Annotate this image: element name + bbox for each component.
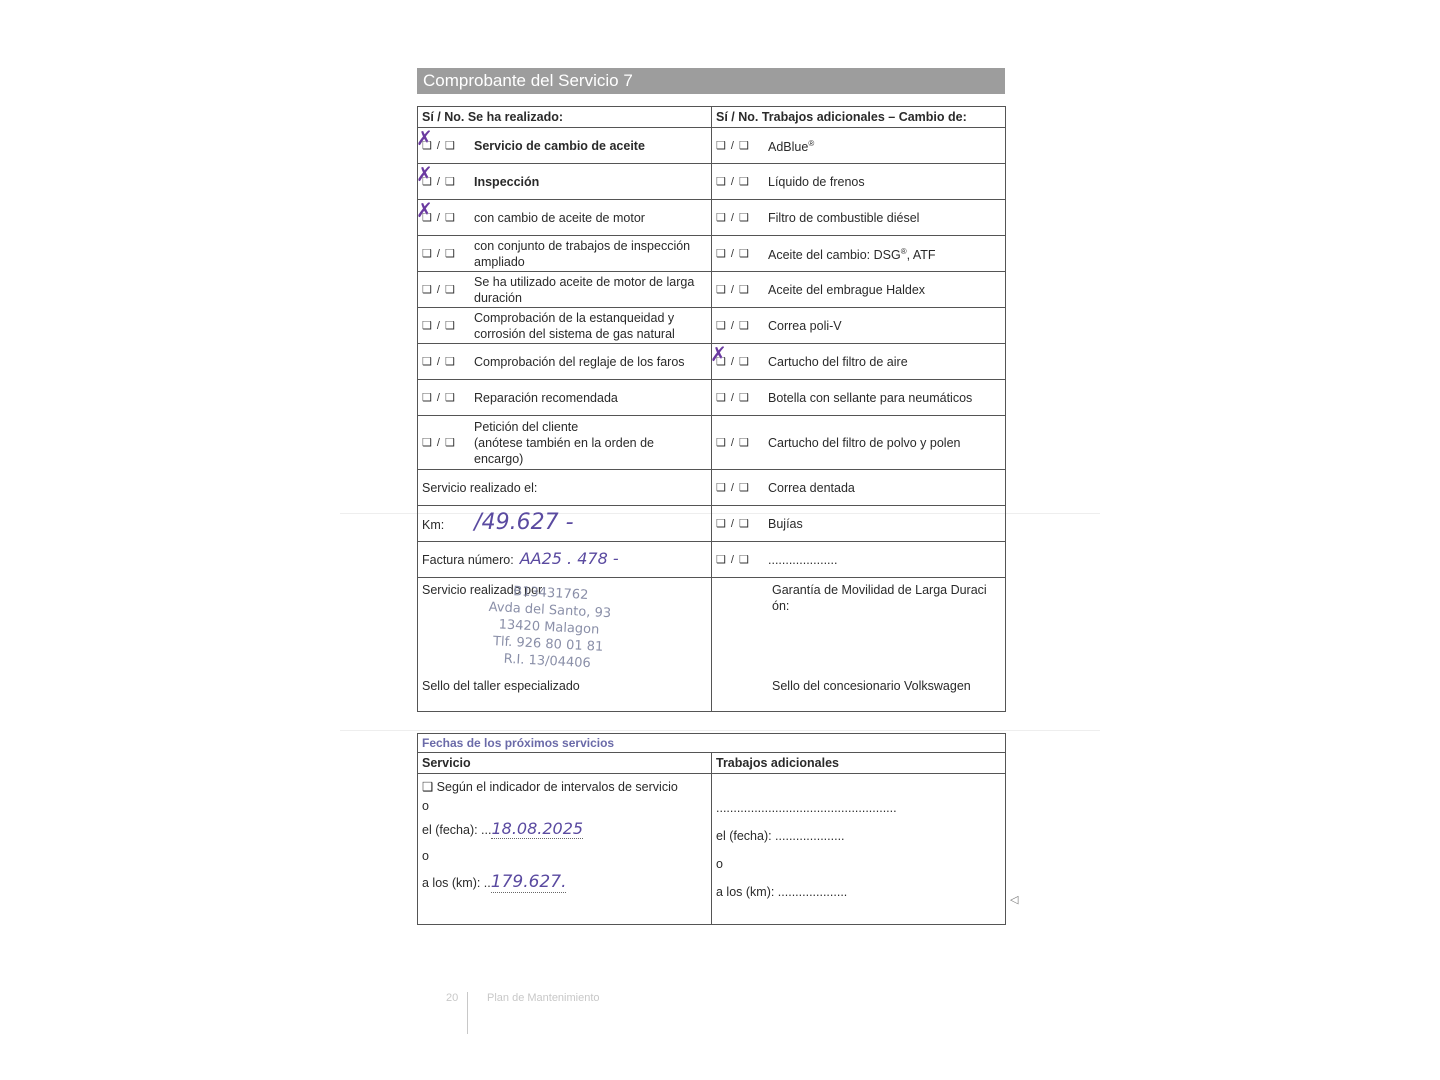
extra-date[interactable]: el (fecha): .................... [716, 829, 845, 843]
dealer-seal-label: Sello del concesionario Volkswagen [772, 679, 971, 693]
table-row [418, 272, 1006, 308]
yes-no-checkbox[interactable]: ❑ / ❑ [716, 481, 750, 494]
left-item-label: Se ha utilizado aceite de motor de larga duración [474, 274, 695, 305]
right-item [712, 542, 1006, 578]
date-line [422, 816, 707, 843]
stamp-line: Avda del Santo, 93 [488, 599, 612, 622]
km-line [422, 869, 707, 896]
next-service-cell [418, 774, 712, 925]
right-item-text: Correa poli-V [768, 318, 842, 333]
right-item-label [768, 210, 1000, 226]
table-row [418, 380, 1006, 416]
right-item-text: Aceite del cambio: DSG [768, 248, 901, 263]
yes-no-checkbox[interactable]: ❑ / ❑ [716, 355, 750, 368]
right-item [712, 308, 1006, 344]
right-item-text: .................... [768, 552, 838, 567]
left-item-label: Comprobación del reglaje de los faros [474, 354, 685, 369]
left-item-label: Reparación recomendada [474, 390, 618, 405]
check-tick-icon: ✗ [416, 198, 433, 222]
yes-no-checkbox[interactable]: ❑ / ❑ [716, 139, 750, 152]
footer-text: Plan de Mantenimiento [487, 992, 600, 1004]
right-item-text: Botella con sellante para neumáticos [768, 390, 973, 405]
done-by-label: Servicio realizado por: [422, 583, 546, 597]
right-item [712, 506, 1006, 542]
table-row [418, 506, 1006, 542]
left-item [418, 380, 712, 416]
guarantee-label: Garantía de Movilidad de Larga Duraci ón: [772, 583, 987, 613]
left-item-label: con conjunto de trabajos de inspección ampliado [474, 238, 691, 269]
left-item [418, 344, 712, 380]
left-item-label: Petición del cliente (anótese también en la orden de encargo) [474, 419, 654, 466]
yes-no-checkbox[interactable]: ❑ / ❑ [422, 436, 456, 449]
yes-no-checkbox[interactable]: ❑ / ❑ [422, 391, 456, 404]
yes-no-checkbox[interactable]: ❑ / ❑ [716, 436, 750, 449]
page-title: Comprobante del Servicio 7 [417, 68, 1005, 94]
yes-no-checkbox[interactable]: ❑ / ❑ [422, 247, 456, 260]
yes-no-checkbox[interactable]: ❑ / ❑ [422, 283, 456, 296]
date-handwritten[interactable]: 18.08.2025 [491, 819, 584, 838]
check-tick-icon: ✗ [416, 126, 433, 150]
left-header: Sí / No. Se ha realizado: [418, 107, 712, 128]
next-extra-cell [712, 774, 1006, 925]
table-row [418, 542, 1006, 578]
invoice-handwritten[interactable]: AA25 . 478 - [519, 549, 619, 568]
right-item-text: Correa dentada [768, 480, 855, 495]
left-item-label: Servicio de cambio de aceite [474, 138, 645, 153]
check-tick-icon: ✗ [416, 162, 433, 186]
km-label: Km: [422, 517, 445, 532]
dealer-cell [712, 578, 1006, 712]
table-row [418, 164, 1006, 200]
right-item-label [768, 390, 1000, 406]
or-text: o [422, 799, 429, 813]
yes-no-checkbox[interactable]: ❑ / ❑ [716, 283, 750, 296]
right-header: Sí / No. Trabajos adicionales – Cambio de: [712, 107, 1006, 128]
or-text: o [716, 857, 723, 871]
date-label: el (fecha): ... [422, 823, 492, 837]
stamp-line: B13431762 [512, 584, 589, 604]
yes-no-checkbox[interactable]: ❑ / ❑ [716, 391, 750, 404]
left-item-label: Comprobación de la estanqueidad y corrosión del sistema de gas natural [474, 310, 675, 341]
right-item [712, 344, 1006, 380]
right-item-label [768, 282, 1000, 298]
col-service-header: Servicio [418, 753, 712, 774]
registered-mark: ® [808, 138, 815, 148]
right-item-text: AdBlue [768, 140, 809, 155]
left-item [418, 272, 712, 308]
stamp-line: 13420 Malagon [498, 617, 600, 638]
table-row [418, 470, 1006, 506]
stamp-line: R.I. 13/04406 [503, 651, 592, 672]
right-item [712, 416, 1006, 470]
yes-no-checkbox[interactable]: ❑ / ❑ [422, 211, 456, 224]
right-item-label [768, 435, 1000, 451]
table-row [418, 128, 1006, 164]
left-item-label: con cambio de aceite de motor [474, 210, 645, 225]
table-row [418, 344, 1006, 380]
right-item-label [768, 174, 1000, 190]
right-item-label [768, 516, 1000, 532]
table-row [418, 200, 1006, 236]
left-item [418, 308, 712, 344]
col-extra-header: Trabajos adicionales [712, 753, 1006, 774]
left-item [418, 164, 712, 200]
km-label: a los (km): .. [422, 876, 491, 890]
left-item-label: Inspección [474, 174, 540, 189]
yes-no-checkbox[interactable]: ❑ / ❑ [422, 355, 456, 368]
next-services-title: Fechas de los próximos servicios [418, 734, 1006, 753]
service-done-cell: Servicio realizado el: [418, 470, 712, 506]
right-item-label [768, 318, 1000, 334]
right-item-text: Bujías [768, 516, 803, 531]
yes-no-checkbox[interactable]: ❑ / ❑ [716, 247, 750, 260]
left-item [418, 416, 712, 470]
right-item [712, 164, 1006, 200]
right-item-text: Cartucho del filtro de polvo y polen [768, 435, 961, 450]
right-item-text: Filtro de combustible diésel [768, 210, 920, 225]
yes-no-checkbox[interactable]: ❑ / ❑ [422, 319, 456, 332]
page-number: 20 [446, 992, 459, 1004]
right-item-label [768, 354, 1000, 370]
workshop-seal-label: Sello del taller especializado [422, 679, 580, 693]
right-item-label [768, 552, 1000, 568]
right-item [712, 272, 1006, 308]
right-item-text: Líquido de frenos [768, 174, 865, 189]
left-item [418, 200, 712, 236]
right-item [712, 380, 1006, 416]
right-item [712, 470, 1006, 506]
left-item [418, 236, 712, 272]
km-handwritten[interactable]: /49.627 - [474, 509, 574, 535]
right-item-label [768, 244, 1000, 263]
scan-line [340, 730, 1100, 731]
right-item-suffix: , ATF [906, 248, 936, 263]
or-text: o [422, 849, 429, 863]
yes-no-checkbox[interactable]: ❑ / ❑ [422, 175, 456, 188]
workshop-stamp [472, 581, 626, 674]
table-row [418, 308, 1006, 344]
yes-no-checkbox[interactable]: ❑ / ❑ [716, 319, 750, 332]
check-tick-icon: ✗ [710, 342, 727, 366]
yes-no-checkbox[interactable]: ❑ / ❑ [716, 517, 750, 530]
right-item-label [768, 136, 1000, 155]
registered-mark: ® [900, 246, 907, 256]
yes-no-checkbox[interactable]: ❑ / ❑ [716, 175, 750, 188]
next-services-table [417, 733, 1006, 925]
yes-no-checkbox[interactable]: ❑ / ❑ [716, 211, 750, 224]
corner-marker-icon: ◁ [1010, 894, 1019, 906]
right-item [712, 236, 1006, 272]
table-row [418, 416, 1006, 470]
right-item-label [768, 480, 1000, 496]
km-handwritten[interactable]: 179.627. [490, 872, 567, 892]
km-cell [418, 506, 712, 542]
extra-dots[interactable]: .................................................... [716, 801, 897, 815]
extra-km[interactable]: a los (km): .................... [716, 885, 848, 899]
right-item-text: Aceite del embrague Haldex [768, 282, 926, 297]
interval-option-checkbox[interactable]: ❑ Según el indicador de intervalos de servicio [422, 780, 678, 794]
invoice-label: Factura número: [422, 553, 514, 567]
invoice-cell [418, 542, 712, 578]
footer-divider [467, 992, 468, 1034]
yes-no-checkbox[interactable]: ❑ / ❑ [422, 139, 456, 152]
right-item-text: Cartucho del filtro de aire [768, 354, 908, 369]
left-item [418, 128, 712, 164]
right-item [712, 128, 1006, 164]
table-row [418, 236, 1006, 272]
stamp-line: Tlf. 926 80 01 81 [492, 634, 604, 655]
right-item [712, 200, 1006, 236]
yes-no-checkbox[interactable]: ❑ / ❑ [716, 553, 750, 566]
